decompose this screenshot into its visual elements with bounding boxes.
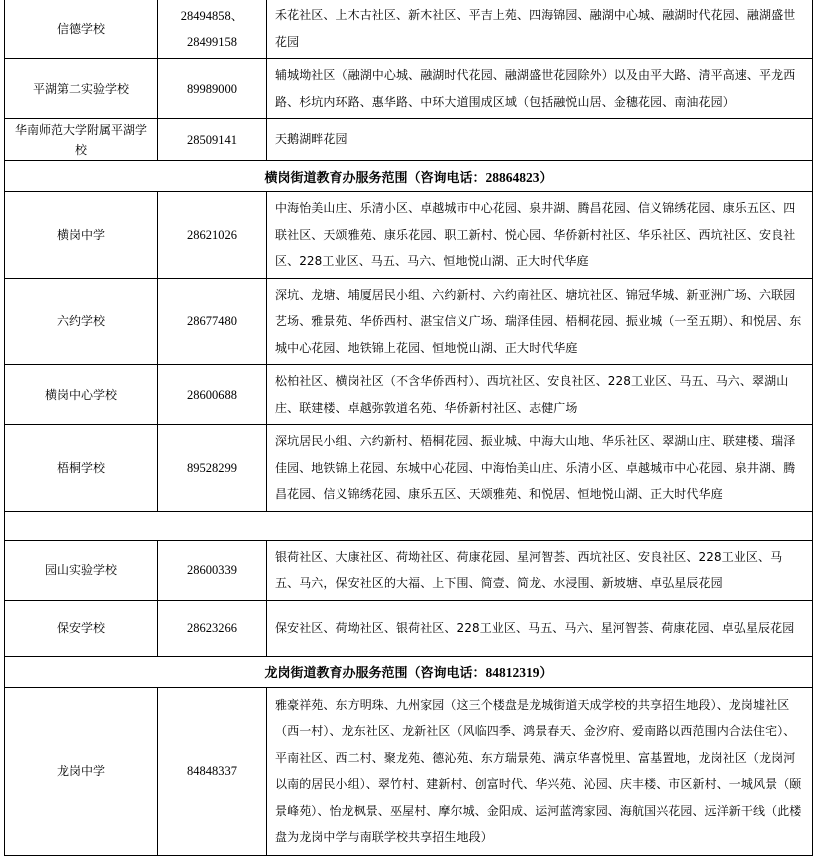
section-phone: 28864823 xyxy=(485,169,540,185)
school-name: 横岗中学 xyxy=(5,192,158,279)
school-name: 平湖第二实验学校 xyxy=(5,59,158,119)
table-row xyxy=(5,59,813,119)
section-header-henggang xyxy=(5,161,813,192)
school-phone: 89528299 xyxy=(158,425,267,512)
school-district-table xyxy=(4,0,813,856)
school-name: 信德学校 xyxy=(5,0,158,59)
school-area: 松柏社区、横岗社区（不含华侨西村）、西坑社区、安良社区、228工业区、马五、马六、翠湖山庄、联建楼、卓越弥敦道名苑、华侨新村社区、志健广场 xyxy=(267,365,813,425)
school-area: 雅豪祥苑、东方明珠、九州家园（这三个楼盘是龙城街道天成学校的共享招生地段）、龙岗墟社区（西一村）、龙东社区、龙新社区（风临四季、鸿景春天、金汐府、爱南路以西范围内合法住宅）、平南社区、西二村、聚龙苑、德沁苑、东方瑞景苑、满京华喜悦里、富基置地，龙岗社区（龙岗河以南的居民小组）、翠竹村、建新村、创富时代、华兴苑、沁园、庆丰楼、市区新村、一城风景（颐景峰苑）、怡龙枫景、巫屋村、摩尔城、金阳成、运河蓝湾家园、海航国兴花园、远洋新干线（此楼盘为龙岗中学与南联学校共享招生地段） xyxy=(267,687,813,855)
school-area: 深坑居民小组、六约新村、梧桐花园、振业城、中海大山地、华乐社区、翠湖山庄、联建楼、瑞泽佳园、地铁锦上花园、东城中心花园、中海怡美山庄、乐清小区、卓越城市中心花园、泉井湖、腾昌花园、信义锦绣花园、康乐五区、天颂雅苑、和悦居、恒地悦山湖、正大时代华庭 xyxy=(267,425,813,512)
section-title xyxy=(5,161,813,192)
section-label: 横岗街道教育办服务范围（咨询电话： xyxy=(264,170,486,186)
table-row xyxy=(5,600,813,656)
school-phone: 28600339 xyxy=(158,540,267,600)
school-phone: 28494858、 28499158 xyxy=(158,0,267,59)
section-close: ） xyxy=(539,170,553,186)
school-name: 园山实验学校 xyxy=(5,540,158,600)
school-area: 辅城坳社区（融湖中心城、融湖时代花园、融湖盛世花园除外）以及由平大路、清平高速、平龙西路、杉坑内环路、惠华路、中环大道围成区域（包括融悦山居、金穗花园、南油花园） xyxy=(267,59,813,119)
section-label: 龙岗街道教育办服务范围（咨询电话： xyxy=(264,666,486,681)
school-area: 天鹅湖畔花园 xyxy=(267,119,813,161)
section-phone: 84812319 xyxy=(485,665,540,680)
school-phone: 28677480 xyxy=(158,278,267,365)
school-area: 中海怡美山庄、乐清小区、卓越城市中心花园、泉井湖、腾昌花园、信义锦绣花园、康乐五区、四联社区、天颂雅苑、康乐花园、职工新村、悦心园、华侨新村社区、华乐社区、西坑社区、安良社区、228工业区、马五、马六、恒地悦山湖、正大时代华庭 xyxy=(267,192,813,279)
blank-cell xyxy=(5,511,813,540)
table-row xyxy=(5,119,813,161)
table-row xyxy=(5,278,813,365)
school-area: 银荷社区、大康社区、荷坳社区、荷康花园、星河智荟、西坑社区、安良社区、228工业区、马五、马六，保安社区的大福、上下围、简壹、简龙、水浸围、新坡塘、卓弘星辰花园 xyxy=(267,540,813,600)
section-close: ） xyxy=(539,666,553,681)
table-row xyxy=(5,687,813,855)
school-name: 梧桐学校 xyxy=(5,425,158,512)
table-row xyxy=(5,192,813,279)
school-name: 保安学校 xyxy=(5,600,158,656)
table-row xyxy=(5,540,813,600)
section-title xyxy=(5,656,813,687)
table-row xyxy=(5,425,813,512)
school-phone: 28621026 xyxy=(158,192,267,279)
school-area: 深坑、龙塘、埔厦居民小组、六约新村、六约南社区、塘坑社区、锦冠华城、新亚洲广场、六联园艺场、雅景苑、华侨西村、湛宝信义广场、瑞泽佳园、梧桐花园、振业城（一至五期）、和悦居、东城中心花园、地铁锦上花园、恒地悦山湖、正大时代华庭 xyxy=(267,278,813,365)
blank-row xyxy=(5,511,813,540)
school-phone: 28600688 xyxy=(158,365,267,425)
school-area: 保安社区、荷坳社区、银荷社区、228工业区、马五、马六、星河智荟、荷康花园、卓弘星辰花园 xyxy=(267,600,813,656)
school-phone: 28509141 xyxy=(158,119,267,161)
table-row xyxy=(5,365,813,425)
school-area: 禾花社区、上木古社区、新木社区、平吉上苑、四海锦园、融湖中心城、融湖时代花园、融湖盛世花园 xyxy=(267,0,813,59)
school-name: 华南师范大学附属平湖学校 xyxy=(5,119,158,161)
school-phone: 89989000 xyxy=(158,59,267,119)
table-row xyxy=(5,0,813,59)
school-phone: 84848337 xyxy=(158,687,267,855)
section-header-longgang xyxy=(5,656,813,687)
school-name: 龙岗中学 xyxy=(5,687,158,855)
school-name: 横岗中心学校 xyxy=(5,365,158,425)
school-name: 六约学校 xyxy=(5,278,158,365)
school-phone: 28623266 xyxy=(158,600,267,656)
